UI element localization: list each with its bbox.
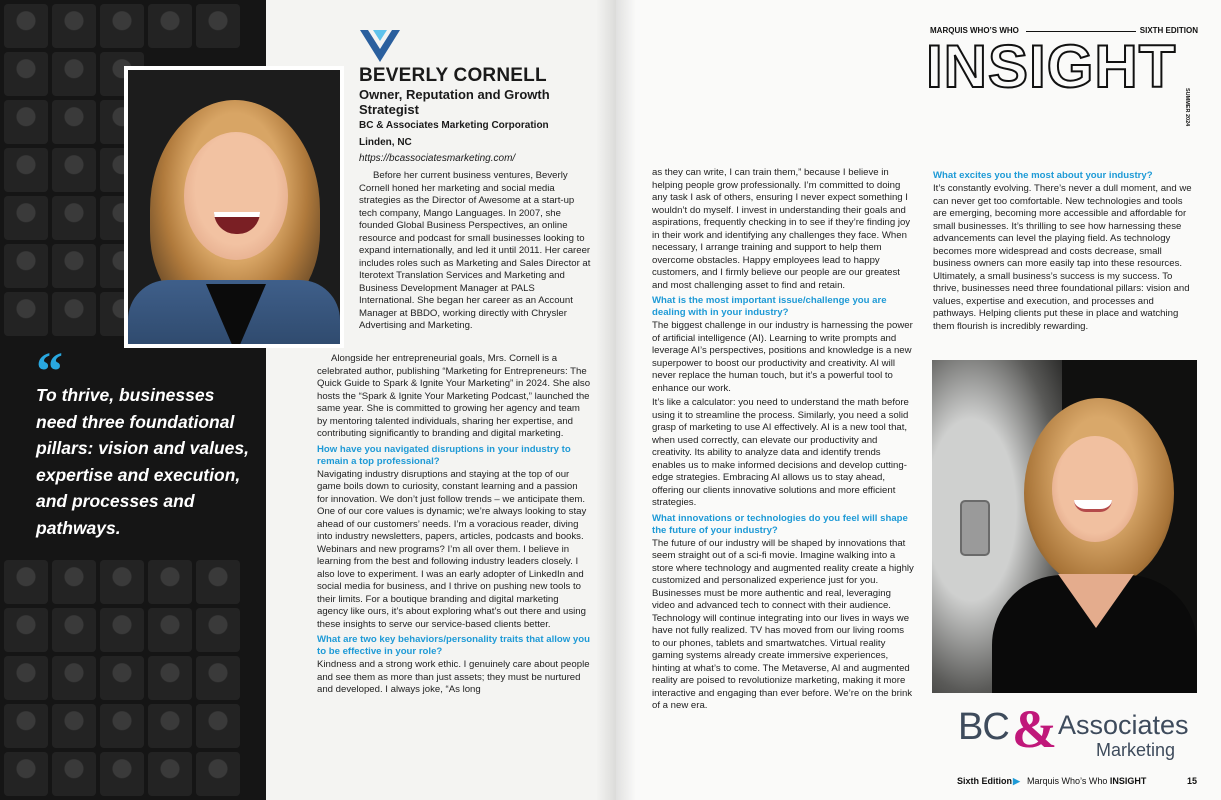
profile-title: Owner, Reputation and Growth Strategist <box>359 87 550 117</box>
masthead-edition: SIXTH EDITION <box>1139 26 1198 35</box>
intro-paragraph-2: Alongside her entrepreneurial goals, Mrs. Cornell is a celebrated author, publishing “Marketing for Entrepreneurs: The Quick Guide to Spark & Ignite Your Marketing” in 2024. She also hosts the “Spark & Ignite Your Marketing Podcast,” launched the same year. She is committed to growing her agency and team by mentoring talented individuals, sharing her expertise, and contributing significantly to branding and digital marketing. <box>317 353 591 439</box>
article-column-1a <box>359 170 591 335</box>
intro-paragraph-1: Before her current business ventures, Beverly Cornell honed her marketing and social media strategies as the Director of Awesome at a start-up tech company, Mango Languages. In 2007, she founded Global Business Perspectives, an online resource and podcast for small businesses looking to expand internationally, and led it until 2011. Her career includes roles such as Marketing and Sales Director at Iterotext Translation Services and Marketing and Business Development Manager at PALS International. She began her career as an Account Manager at BBDO, working directly with Chrysler Advertising and Marketing. <box>359 170 591 331</box>
answer-paragraph: The biggest challenge in our industry is harnessing the power of artificial intelligence (AI). Learning to write prompts and leverage AI’s perspectives, positions and knowledge is a new superpower to boost our productivity and creativity. AI will never replace the human touch, but it’s a powerful tool to enhance our work. <box>652 320 913 394</box>
profile-name: BEVERLY CORNELL <box>359 65 547 86</box>
article-column-3 <box>933 167 1197 335</box>
question-heading: What are two key behaviors/personality traits that allow you to be effective in your role? <box>317 634 590 657</box>
pull-quote: To thrive, businesses need three foundational pillars: vision and values, expertise and execution, and processes and pathways. <box>36 385 249 538</box>
question-heading: What is the most important issue/challenge you are dealing with in your industry? <box>652 295 887 318</box>
portrait-photo <box>124 66 344 348</box>
company-logo <box>958 700 1188 764</box>
question-heading: What excites you the most about your industry? <box>933 170 1153 181</box>
question-heading: How have you navigated disruptions in your industry to remain a top professional? <box>317 443 571 467</box>
answer-paragraph: Kindness and a strong work ethic. I genuinely care about people and see them as more than just assets; they must be nurtured and developed. I always joke, “As long <box>317 659 590 695</box>
logo-ampersand: & <box>1012 699 1057 759</box>
logo-marketing: Marketing <box>1096 740 1176 760</box>
page-gutter <box>596 0 636 800</box>
secondary-portrait-photo <box>932 360 1197 693</box>
article-column-1b <box>317 353 591 699</box>
footer-edition: Sixth Edition <box>957 776 1012 786</box>
chevron-logo-icon <box>360 30 400 62</box>
page-footer <box>957 776 1197 790</box>
article-column-2 <box>652 167 914 715</box>
logo-bc: BC <box>958 706 1009 748</box>
answer-paragraph: as they can write, I can train them,” because I believe in helping people grow professionally. I’m committed to doing any task I ask of others, ensuring I never expect something I wouldn’t do myself. I invest in understanding their goals and aspirations, frequently checking in to see if they’re finding joy in their work and identifying any challenges they face. When necessary, I arrange training and support to help them overcome obstacles. Happy employees lead to happy customers, and I firmly believe our people are our greatest and most challenging asset to find and retain. <box>652 167 911 291</box>
profile-website-link[interactable]: https://bcassociatesmarketing.com/ <box>359 153 516 164</box>
answer-paragraph: It’s like a calculator: you need to understand the math before using it to streamline the process. Similarly, you need a solid grasp of marketing to use AI effectively. AI is a new tool that, when used correctly, can elevate our productivity and creativity. Its ability to analyze data and identify trends enables us to make informed decisions and develop cutting-edge strategies. Embracing AI allows us to stay ahead, offering our clients innovative solutions and more efficient strategies. <box>652 397 909 508</box>
answer-paragraph: It’s constantly evolving. There’s never a dull moment, and we can never get too comfortable. New technologies and tools are emerging, becoming more accessible and affordable for small businesses. It’s thrilling to see how harnessing these advancements can level the playing field. As technology becomes more widespread and costs decrease, small business owners can more easily tap into these resources. Ultimately, a small business’s success is my success. To thrive, businesses need three foundational pillars: vision and values, expertise and execution, and processes and pathways. Helping clients put these in place and watching them flourish is incredibly rewarding. <box>933 183 1192 332</box>
profile-location: Linden, NC <box>359 137 412 148</box>
masthead-season: SUMMER 2024 <box>1184 88 1190 127</box>
answer-paragraph: Navigating industry disruptions and staying at the top of our game boils down to curiosity, constant learning and a passion for innovation. We don’t just follow trends – we anticipate them. One of our core values is dynamic; we’re always looking to stay ahead of our customers’ needs. I’m a voracious reader, diving into industry newsletters, papers, articles, podcasts and books. Webinars and new programs? I’m all over them. I believe in learning from the best and following industry leaders closely. I also love to experiment. I was an early adopter of LinkedIn and social media for business, and I thrive on pushing new tools to their limits. For a boutique branding and digital marketing agency like ours, it’s about exploring what’s out there and using these insights to serve our service-based clients better. <box>317 468 587 630</box>
answer-paragraph: The future of our industry will be shaped by innovations that seem straight out of a sci-fi movie. Imagine walking into a store where technology and augmented reality create a highly customized and personalized experience just for you. Businesses must be more authentic and real, leveraging video and advanced tech to connect with their audience. Technology will continue integrating into our lives in ways we have not fully realized. TV has moved from our living rooms to our phones, tablets and smartwatches. Virtual reality gaming systems already create immersive experiences, hinting at what’s to come. The Metaverse, AI and augmented reality are poised to revolutionize marketing, making it more interactive and engaging than ever before. We’re on the brink of a new era. <box>652 537 914 711</box>
masthead-divider <box>1026 31 1136 32</box>
logo-associates: Associates <box>1058 710 1189 740</box>
quote-mark-icon: “ <box>36 341 63 401</box>
profile-company: BC & Associates Marketing Corporation <box>359 120 549 131</box>
page-number: 15 <box>1187 776 1198 786</box>
masthead-publication: MARQUIS WHO’S WHO <box>930 26 1019 35</box>
masthead-title: INSIGHT <box>926 33 1177 100</box>
footer-arrow-icon: ▶ <box>1013 776 1020 786</box>
footer-publication: Marquis Who’s Who INSIGHT <box>1027 776 1147 786</box>
question-heading: What innovations or technologies do you feel will shape the future of your industry? <box>652 512 908 536</box>
